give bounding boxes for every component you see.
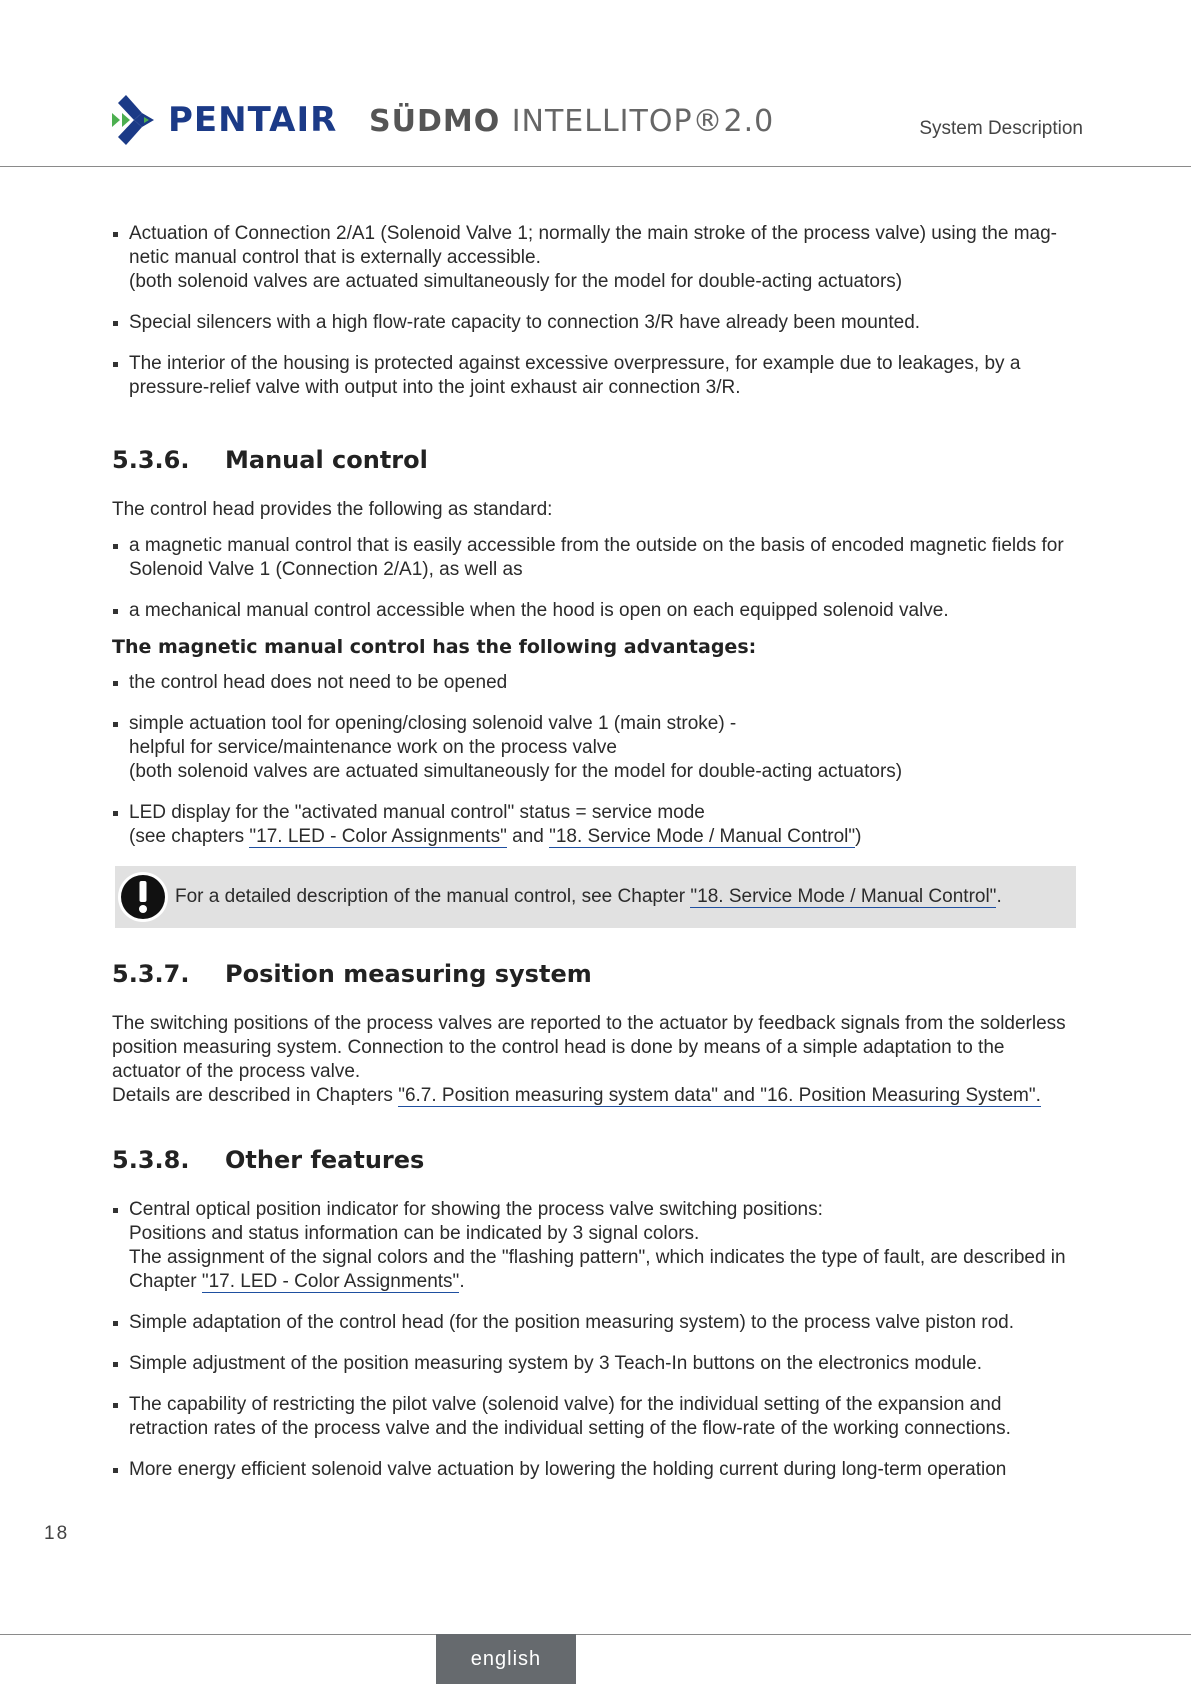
text-fragment: For a detailed description of the manual control, see Chapter [175,886,691,907]
list-item [112,801,1082,849]
section-heading-position-measuring [112,962,1082,986]
list-item-line: Special silencers with a high flow-rate capacity to connection 3/R have already been mounted. [129,312,921,333]
list-item-line: The interior of the housing is protected against excessive overpressure, for example due to leakages, by a [129,353,1021,374]
product-name-light: INTELLITOP®2.0 [511,104,775,139]
text-fragment: Details are described in Chapters [112,1085,399,1106]
text-fragment: . [459,1271,465,1292]
paragraph-line: actuator of the process valve. [112,1061,361,1082]
chapter-link-led-colors[interactable]: "17. LED - Color Assignments" [249,826,507,847]
list-item-line: Actuation of Connection 2/A1 (Solenoid Valve 1; normally the main stroke of the process valve) using the mag- [129,223,1057,244]
list-item-line: simple actuation tool for opening/closing solenoid valve 1 (main stroke) - [129,713,737,734]
list-item [112,222,1082,294]
header-section-title: System Description [919,118,1083,139]
exclamation-icon [117,871,169,923]
list-item [112,352,1082,400]
list-item [112,534,1082,582]
paragraph-line [112,1084,1082,1108]
list-item-line: retraction rates of the process valve and the individual setting of the flow-rate of the working connections. [129,1418,1011,1439]
paragraph: The control head provides the following as standard: [112,499,553,520]
brand-name: PENTAIR [168,100,338,140]
chapter-link-position-measuring[interactable]: "6.7. Position measuring system data" and "16. Position Measuring System". [398,1085,1041,1106]
list-item-line: (both solenoid valves are actuated simultaneously for the model for double-acting actuators) [129,271,903,292]
list-item [112,1311,1082,1335]
language-tab: english [436,1634,576,1684]
list-item-line: Central optical position indicator for showing the process valve switching positions: [129,1199,823,1220]
list-item [112,311,1082,335]
text-fragment: Chapter [129,1271,202,1292]
list-item [112,1352,1082,1376]
text-fragment: (see chapters [129,826,250,847]
list-item-line: Simple adaptation of the control head (for the position measuring system) to the process valve piston rod. [129,1312,1015,1333]
list-item-line: netic manual control that is externally accessible. [129,247,541,268]
chapter-link-service-mode[interactable]: "18. Service Mode / Manual Control" [549,826,856,847]
paragraph-line: The switching positions of the process valves are reported to the actuator by feedback signals from the solderless [112,1013,1066,1034]
list-item [112,671,1082,695]
text-fragment: ) [855,826,862,847]
footer-divider [0,1634,1191,1635]
list-item-line: a mechanical manual control accessible when the hood is open on each equipped solenoid valve. [129,600,949,621]
text-fragment: and [506,826,550,847]
list-item-line: LED display for the "activated manual control" status = service mode [129,802,705,823]
chapter-link-led-colors-2[interactable]: "17. LED - Color Assignments" [201,1271,460,1292]
list-item [112,1458,1082,1482]
list-item [112,712,1082,784]
list-item-line: helpful for service/maintenance work on the process valve [129,737,617,758]
chapter-link-service-mode-note[interactable]: "18. Service Mode / Manual Control" [690,886,997,907]
paragraph [112,1012,1082,1108]
section-title: Manual control [225,446,428,474]
section-number: 5.3.6. [112,446,190,474]
section-number: 5.3.8. [112,1146,190,1174]
list-item-line [129,1270,1082,1294]
list-item [112,1393,1082,1441]
note-box [115,866,1076,928]
page-header [0,0,1191,168]
paragraph-line: position measuring system. Connection to the control head is done by means of a simple adaptation to the [112,1037,1005,1058]
list-item [112,1198,1082,1294]
list-item-line: (both solenoid valves are actuated simultaneously for the model for double-acting actuators) [129,761,903,782]
list-item-line: Positions and status information can be indicated by 3 signal colors. [129,1223,700,1244]
header-divider [0,166,1191,167]
product-name-bold: SÜDMO [369,104,501,139]
list-item-line: The capability of restricting the pilot valve (solenoid valve) for the individual setting of the expansion and [129,1394,1002,1415]
list-item-line: a magnetic manual control that is easily accessible from the outside on the basis of encoded magnetic fields for [129,535,1064,556]
section-heading-other-features [112,1148,1082,1172]
list-item-line: Solenoid Valve 1 (Connection 2/A1), as well as [129,559,523,580]
section-number: 5.3.7. [112,960,190,988]
list-item-line: pressure-relief valve with output into the joint exhaust air connection 3/R. [129,377,741,398]
section-title: Position measuring system [225,960,592,988]
list-item-line: More energy efficient solenoid valve actuation by lowering the holding current during long-term operation [129,1459,1007,1480]
list-item-line: The assignment of the signal colors and the "flashing pattern", which indicates the type of fault, are described in [129,1247,1066,1268]
text-fragment: . [996,886,1002,907]
section-title: Other features [225,1146,425,1174]
pentair-logo [112,92,337,148]
pentair-logo-icon [112,93,160,147]
list-item-line: the control head does not need to be opened [129,672,508,693]
product-name [369,104,774,139]
note-text [175,885,1002,909]
page-content [112,222,1082,1499]
list-item-line [129,825,1082,849]
list-item-line: Simple adjustment of the position measuring system by 3 Teach-In buttons on the electronics module. [129,1353,982,1374]
subheading-advantages: The magnetic manual control has the following advantages: [112,636,757,658]
list-item [112,599,1082,623]
section-heading-manual-control [112,448,1082,472]
page-number: 18 [44,1523,70,1544]
